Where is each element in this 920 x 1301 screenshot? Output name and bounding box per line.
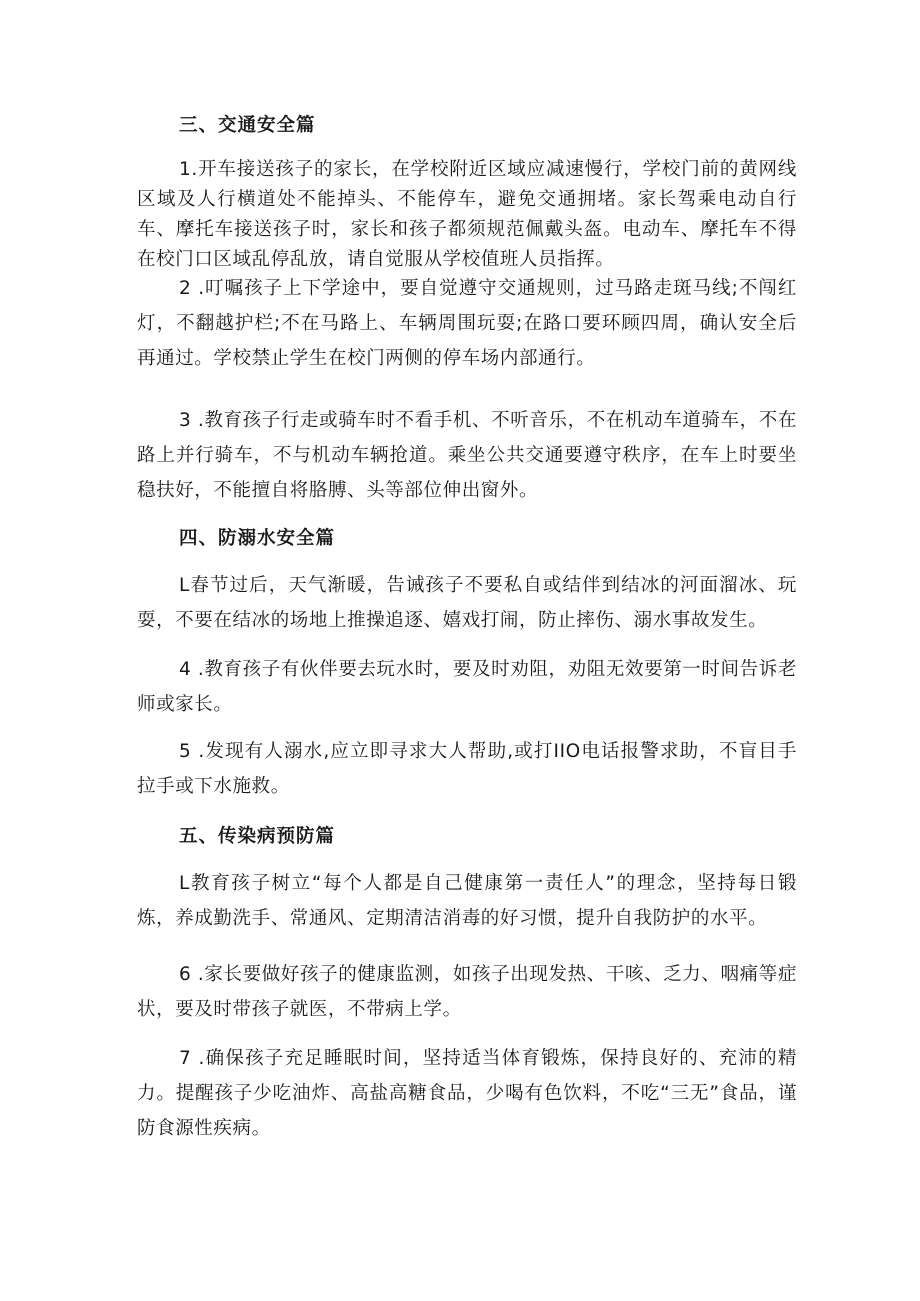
traffic-item-1: 1.开车接送孩子的家长，在学校附近区域应减速慢行，学校门前的黄网线区域及人行横道处不能掉头、不能停车，避免交通拥堵。家长驾乘电动自行车、摩托车接送孩子时，家长和孩子都须规范佩戴头盔。电动车、摩托车不得在校门口区域乱停乱放，请自觉服从学校值班人员指挥。 [137, 159, 797, 270]
disease-item-3: 7 .确保孩子充足睡眠时间，坚持适当体育锻炼，保持良好的、充沛的精力。提醒孩子少吃油炸、高盐高糖食品，少喝有色饮料，不吃“三无”食品，谨防食源性疾病。 [137, 1048, 797, 1139]
disease-item-2: 6 .家长要做好孩子的健康监测，如孩子出现发热、干咳、乏力、咽痛等症状，要及时带孩子就医，不带病上学。 [137, 964, 797, 1020]
section-heading-disease: 五、传染病预防篇 [179, 826, 336, 847]
drowning-item-1: L春节过后，天气渐暖，告诫孩子不要私自或结伴到结冰的河面溜冰、玩耍，不要在结冰的场地上推操追逐、嬉戏打闹，防止摔伤、溺水事故发生。 [137, 575, 797, 631]
drowning-item-3: 5 .发现有人溺水,应立即寻求大人帮助,或打IIO电话报警求助，不盲目手拉手或下水施救。 [137, 741, 797, 797]
traffic-item-3: 3 .教育孩子行走或骑车时不看手机、不听音乐，不在机动车道骑车，不在路上并行骑车，不与机动车辆抢道。乘坐公共交通要遵守秩序，在车上时要坐稳扶好，不能擅自将胳膊、头等部位伸出窗外。 [137, 410, 797, 501]
section-heading-traffic: 三、交通安全篇 [179, 115, 316, 136]
section-heading-drowning: 四、防溺水安全篇 [179, 528, 336, 549]
traffic-item-2: 2 .叮嘱孩子上下学途中，要自觉遵守交通规则，过马路走斑马线;不闯红灯，不翻越护栏;不在马路上、车辆周围玩耍;在路口要环顾四周，确认安全后再通过。学校禁止学生在校门两侧的停车场内部通行。 [137, 278, 797, 369]
drowning-item-2: 4 .教育孩子有伙伴要去玩水时，要及时劝阻，劝阻无效要第一时间告诉老师或家长。 [137, 659, 797, 715]
disease-item-1: L教育孩子树立“每个人都是自己健康第一责任人”的理念，坚持每日锻炼，养成勤洗手、常通风、定期清洁消毒的好习惯，提升自我防护的水平。 [137, 873, 797, 929]
